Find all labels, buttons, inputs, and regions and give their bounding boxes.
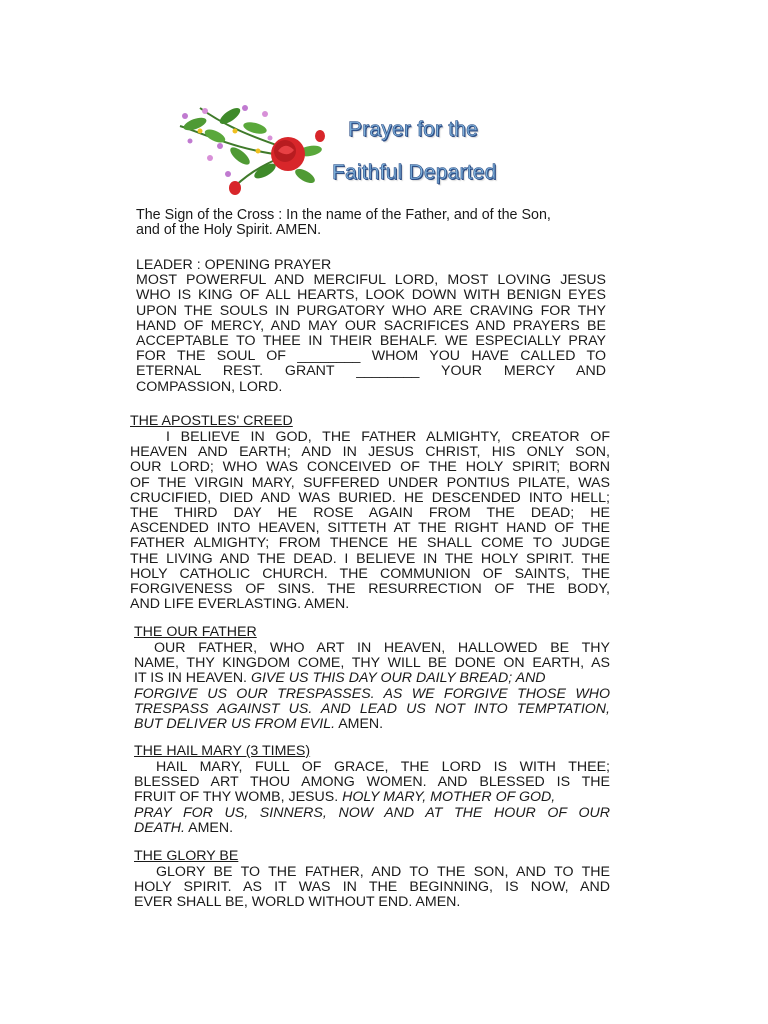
opening-prayer-line: COMPASSION, LORD. (136, 378, 283, 395)
opening-prayer-line: MOST POWERFUL AND MERCIFUL LORD, MOST LOVING JESUS (136, 272, 606, 289)
creed-line: HEAVEN AND EARTH; AND IN JESUS CHRIST, HIS ONLY SON, (130, 444, 610, 461)
opening-prayer-section (136, 258, 606, 395)
our-father-line: BUT DELIVER US FROM EVIL. AMEN. (134, 715, 384, 732)
glory-be-line: HOLY SPIRIT. AS IT WAS IN THE BEGINNING, IS NOW, AND (134, 879, 610, 896)
hail-mary-line: FRUIT OF THY WOMB, JESUS. HOLY MARY, MOTHER OF GOD, (134, 789, 556, 806)
opening-prayer-line: ETERNAL REST. GRANT ________ YOUR MERCY AND (136, 363, 606, 380)
hail-mary-section (134, 744, 610, 836)
our-father-line: TRESPASS AGAINST US. AND LEAD US NOT INTO TEMPTATION, (134, 700, 610, 717)
creed-line: OUR LORD; WHO WAS CONCEIVED OF THE HOLY SPIRIT; BORN (130, 459, 610, 476)
creed-line: FATHER ALMIGHTY; FROM THENCE HE SHALL COME TO JUDGE (130, 535, 610, 552)
hail-mary-line: HAIL MARY, FULL OF GRACE, THE LORD IS WITH THEE; (156, 759, 610, 775)
creed-line: THE LIVING AND THE DEAD. I BELIEVE IN THE HOLY SPIRIT. THE (130, 550, 610, 567)
creed-line: ASCENDED INTO HEAVEN, SITTETH AT THE RIGHT HAND OF THE (130, 520, 610, 537)
apostles-creed-heading: THE APOSTLES' CREED (130, 413, 293, 429)
our-father-line: NAME, THY KINGDOM COME, THY WILL BE DONE ON EARTH, AS (134, 655, 610, 672)
hail-mary-line: DEATH. AMEN. (134, 819, 234, 836)
creed-line: CRUCIFIED, DIED AND WAS BURIED. HE DESCENDED INTO HELL; (130, 489, 610, 506)
glory-be-heading: THE GLORY BE (134, 848, 239, 864)
creed-line: AND LIFE EVERLASTING. AMEN. (130, 596, 350, 613)
opening-prayer-label: LEADER : OPENING PRAYER (136, 257, 332, 273)
opening-prayer-line: UPON THE SOULS IN PURGATORY WHO ARE CRAVING FOR THY (136, 302, 606, 319)
glory-be-line: EVER SHALL BE, WORLD WITHOUT END. AMEN. (134, 894, 461, 911)
sign-of-cross-line: The Sign of the Cross : In the name of the Father, and of the Son, (136, 207, 551, 223)
opening-prayer-line: WHO IS KING OF ALL HEARTS, LOOK DOWN WITH BENIGN EYES (136, 287, 606, 304)
opening-prayer-line: ACCEPTABLE TO THEE IN THEIR BEHALF. WE ESPECIALLY PRAY (136, 332, 606, 349)
our-father-line: FORGIVE US OUR TRESPASSES. AS WE FORGIVE THOSE WHO (134, 685, 610, 702)
title-line-2: Faithful Departed (332, 161, 497, 184)
opening-prayer-line: HAND OF MERCY, AND MAY OUR SACRIFICES AND PRAYERS BE (136, 317, 606, 334)
creed-line: OF THE VIRGIN MARY, SUFFERED UNDER PONTIUS PILATE, WAS (130, 474, 610, 491)
our-father-heading: THE OUR FATHER (134, 624, 257, 640)
our-father-section (134, 625, 610, 732)
glory-be-line: GLORY BE TO THE FATHER, AND TO THE SON, AND TO THE (156, 864, 610, 880)
our-father-line: OUR FATHER, WHO ART IN HEAVEN, HALLOWED BE THY (154, 640, 610, 656)
glory-be-section (134, 849, 610, 911)
creed-line: HOLY CATHOLIC CHURCH. THE COMMUNION OF SAINTS, THE (130, 565, 610, 582)
rose-bouquet-icon (170, 96, 340, 200)
apostles-creed-section (130, 414, 610, 612)
page-header (170, 96, 570, 200)
our-father-line: IT IS IN HEAVEN. GIVE US THIS DAY OUR DAILY BREAD; AND (134, 670, 546, 687)
sign-of-cross-section (136, 208, 551, 238)
creed-line: THE THIRD DAY HE ROSE AGAIN FROM THE DEAD; HE (130, 504, 610, 521)
opening-prayer-line: FOR THE SOUL OF ________ WHOM YOU HAVE CALLED TO (136, 348, 606, 365)
hail-mary-line: BLESSED ART THOU AMONG WOMEN. AND BLESSED IS THE (134, 774, 610, 791)
creed-line: I BELIEVE IN GOD, THE FATHER ALMIGHTY, CREATOR OF (166, 429, 610, 445)
hail-mary-line: PRAY FOR US, SINNERS, NOW AND AT THE HOUR OF OUR (134, 804, 610, 821)
sign-of-cross-line: and of the Holy Spirit. AMEN. (136, 222, 322, 239)
hail-mary-heading: THE HAIL MARY (3 TIMES) (134, 743, 311, 759)
title-line-1: Prayer for the (348, 118, 479, 141)
creed-line: FORGIVENESS OF SINS. THE RESURRECTION OF THE BODY, (130, 580, 610, 597)
